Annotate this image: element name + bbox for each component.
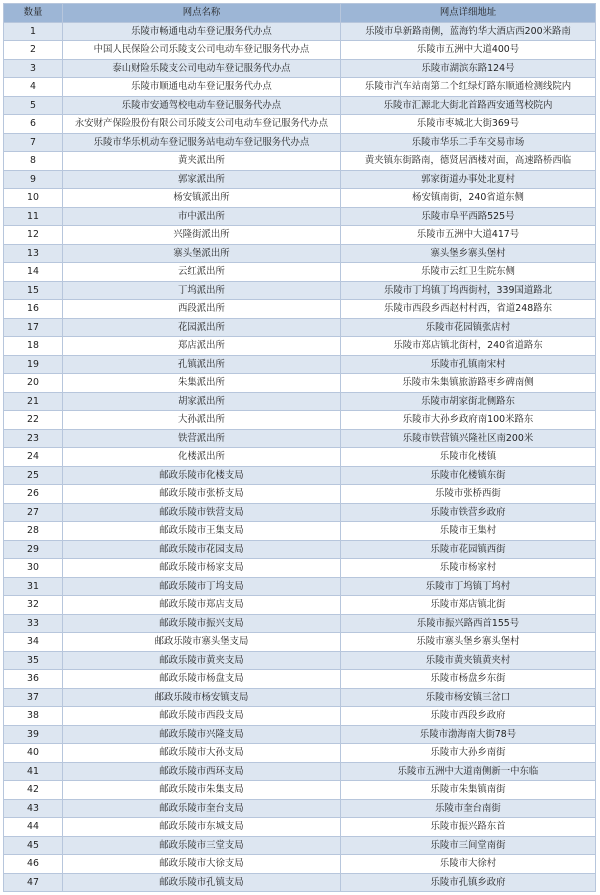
table-row [4, 22, 596, 41]
table-row [4, 651, 596, 670]
outlet-address: 乐陵市黄夹镇黄夹村 [341, 651, 596, 670]
outlet-address: 乐陵市大徐村 [341, 855, 596, 874]
outlet-name: 乐陵市畅通电动车登记服务代办点 [63, 22, 341, 41]
row-number: 33 [4, 614, 63, 633]
row-number: 8 [4, 152, 63, 171]
table-row [4, 41, 596, 60]
outlet-address: 乐陵市三间堂南街 [341, 836, 596, 855]
table-row [4, 59, 596, 78]
row-number: 6 [4, 115, 63, 134]
row-number: 25 [4, 466, 63, 485]
row-number: 27 [4, 503, 63, 522]
outlet-address: 乐陵市五洲中大道南侧新一中东临 [341, 762, 596, 781]
row-number: 9 [4, 170, 63, 189]
row-number: 35 [4, 651, 63, 670]
row-number: 38 [4, 707, 63, 726]
outlet-name: 邮政乐陵市西环支局 [63, 762, 341, 781]
table-row [4, 744, 596, 763]
outlet-name: 邮政乐陵市王集支局 [63, 522, 341, 541]
table-row [4, 429, 596, 448]
outlet-name: 邮政乐陵市杨家支局 [63, 559, 341, 578]
table-row [4, 670, 596, 689]
row-number: 46 [4, 855, 63, 874]
outlet-address: 乐陵市五洲中大道417号 [341, 226, 596, 245]
outlet-name: 邮政乐陵市西段支局 [63, 707, 341, 726]
row-number: 18 [4, 337, 63, 356]
table-row [4, 614, 596, 633]
row-number: 7 [4, 133, 63, 152]
outlet-name: 邮政乐陵市花园支局 [63, 540, 341, 559]
outlet-name: 杨安镇派出所 [63, 189, 341, 208]
row-number: 16 [4, 300, 63, 319]
table-row [4, 281, 596, 300]
outlet-address: 乐陵市渤海南大街78号 [341, 725, 596, 744]
table-row [4, 244, 596, 263]
outlet-name: 邮政乐陵市奎台支局 [63, 799, 341, 818]
outlet-address: 乐陵市花园镇张店村 [341, 318, 596, 337]
outlet-address: 乐陵市花园镇西街 [341, 540, 596, 559]
row-number: 13 [4, 244, 63, 263]
header-count: 数量 [4, 4, 63, 23]
outlet-name: 邮政乐陵市杨盘支局 [63, 670, 341, 689]
header-row [4, 4, 596, 23]
header-outlet-address: 网点详细地址 [341, 4, 596, 23]
outlet-address: 乐陵市孔镇乡政府 [341, 873, 596, 892]
table-row [4, 559, 596, 578]
row-number: 36 [4, 670, 63, 689]
outlet-name: 大孙派出所 [63, 411, 341, 430]
outlet-address: 郭家街道办事处北夏村 [341, 170, 596, 189]
row-number: 21 [4, 392, 63, 411]
table-row [4, 540, 596, 559]
table-row [4, 818, 596, 837]
row-number: 47 [4, 873, 63, 892]
row-number: 24 [4, 448, 63, 467]
outlet-address: 乐陵市朱集镇旅游路枣乡碑南侧 [341, 374, 596, 393]
outlet-name: 乐陵市顺通电动车登记服务代办点 [63, 78, 341, 97]
outlet-address: 乐陵市朱集镇南街 [341, 781, 596, 800]
outlet-name: 郭家派出所 [63, 170, 341, 189]
outlet-name: 邮政乐陵市丁坞支局 [63, 577, 341, 596]
outlet-address: 乐陵市汇源北大街北首路西安通驾校院内 [341, 96, 596, 115]
outlet-address: 乐陵市西段乡政府 [341, 707, 596, 726]
outlet-address: 乐陵市杨家村 [341, 559, 596, 578]
outlet-address: 乐陵市杨盘乡东街 [341, 670, 596, 689]
outlet-address: 乐陵市西段乡西赵村村西，省道248路东 [341, 300, 596, 319]
table-row [4, 762, 596, 781]
row-number: 19 [4, 355, 63, 374]
outlet-name: 丁坞派出所 [63, 281, 341, 300]
row-number: 29 [4, 540, 63, 559]
outlet-address: 乐陵市大孙乡政府南100米路东 [341, 411, 596, 430]
table-row [4, 411, 596, 430]
table-row [4, 855, 596, 874]
row-number: 26 [4, 485, 63, 504]
row-number: 32 [4, 596, 63, 615]
row-number: 3 [4, 59, 63, 78]
outlet-address: 杨安镇南街，240省道东侧 [341, 189, 596, 208]
outlet-name: 黄夹派出所 [63, 152, 341, 171]
outlet-name: 邮政乐陵市大孙支局 [63, 744, 341, 763]
outlet-address: 寨头堡乡寨头堡村 [341, 244, 596, 263]
row-number: 20 [4, 374, 63, 393]
row-number: 37 [4, 688, 63, 707]
outlet-name: 邮政乐陵市黄夹支局 [63, 651, 341, 670]
outlet-name: 永安财产保险股份有限公司乐陵支公司电动车登记服务代办点 [63, 115, 341, 134]
outlet-name: 邮政乐陵市化楼支局 [63, 466, 341, 485]
outlet-address: 乐陵市杨安镇三岔口 [341, 688, 596, 707]
row-number: 2 [4, 41, 63, 60]
header-outlet-name: 网点名称 [63, 4, 341, 23]
row-number: 45 [4, 836, 63, 855]
outlet-name: 兴隆街派出所 [63, 226, 341, 245]
outlet-address: 乐陵市郑店镇北街村，240省道路东 [341, 337, 596, 356]
table-row [4, 226, 596, 245]
table-row [4, 522, 596, 541]
outlet-name: 乐陵市华乐机动车登记服务站电动车登记服务代办点 [63, 133, 341, 152]
outlet-name: 邮政乐陵市振兴支局 [63, 614, 341, 633]
outlet-name: 邮政乐陵市兴隆支局 [63, 725, 341, 744]
outlet-name: 邮政乐陵市孔镇支局 [63, 873, 341, 892]
outlet-name: 邮政乐陵市铁营支局 [63, 503, 341, 522]
table-row [4, 355, 596, 374]
row-number: 12 [4, 226, 63, 245]
outlet-name: 邮政乐陵市朱集支局 [63, 781, 341, 800]
row-number: 4 [4, 78, 63, 97]
row-number: 42 [4, 781, 63, 800]
outlet-name: 寨头堡派出所 [63, 244, 341, 263]
table-row [4, 263, 596, 282]
outlet-address: 乐陵市阜平西路525号 [341, 207, 596, 226]
table-row [4, 152, 596, 171]
row-number: 17 [4, 318, 63, 337]
outlet-name: 胡家派出所 [63, 392, 341, 411]
outlet-name: 泰山财险乐陵支公司电动车登记服务代办点 [63, 59, 341, 78]
outlet-name: 邮政乐陵市三堂支局 [63, 836, 341, 855]
outlet-address: 乐陵市枣城北大街369号 [341, 115, 596, 134]
row-number: 15 [4, 281, 63, 300]
outlet-address: 乐陵市五洲中大道400号 [341, 41, 596, 60]
row-number: 10 [4, 189, 63, 208]
row-number: 22 [4, 411, 63, 430]
outlet-name: 乐陵市安通驾校电动车登记服务代办点 [63, 96, 341, 115]
table-row [4, 725, 596, 744]
table-row [4, 799, 596, 818]
table-row [4, 707, 596, 726]
table-row [4, 96, 596, 115]
outlet-address: 乐陵市化楼镇东街 [341, 466, 596, 485]
outlet-name: 邮政乐陵市寨头堡支局 [63, 633, 341, 652]
outlet-address: 乐陵市振兴路西首155号 [341, 614, 596, 633]
outlet-address: 乐陵市张桥西街 [341, 485, 596, 504]
outlet-name: 郑店派出所 [63, 337, 341, 356]
table-row [4, 78, 596, 97]
outlet-name: 花园派出所 [63, 318, 341, 337]
table-row [4, 374, 596, 393]
table-row [4, 781, 596, 800]
outlet-address: 乐陵市丁坞镇丁坞村 [341, 577, 596, 596]
outlet-name: 邮政乐陵市东城支局 [63, 818, 341, 837]
table-row [4, 392, 596, 411]
row-number: 11 [4, 207, 63, 226]
outlet-name: 中国人民保险公司乐陵支公司电动车登记服务代办点 [63, 41, 341, 60]
row-number: 1 [4, 22, 63, 41]
outlet-name: 西段派出所 [63, 300, 341, 319]
outlet-address: 乐陵市铁营镇兴隆社区南200米 [341, 429, 596, 448]
row-number: 39 [4, 725, 63, 744]
table-body [4, 22, 596, 892]
outlet-address: 乐陵市王集村 [341, 522, 596, 541]
row-number: 34 [4, 633, 63, 652]
table-row [4, 503, 596, 522]
row-number: 14 [4, 263, 63, 282]
table-row [4, 170, 596, 189]
table-row [4, 577, 596, 596]
outlet-address: 乐陵市华乐二手车交易市场 [341, 133, 596, 152]
outlet-name: 邮政乐陵市杨安镇支局 [63, 688, 341, 707]
table-row [4, 300, 596, 319]
outlet-address: 乐陵市郑店镇北街 [341, 596, 596, 615]
table-row [4, 688, 596, 707]
outlet-address: 乐陵市丁坞镇丁坞西街村，339国道路北 [341, 281, 596, 300]
outlet-address: 乐陵市云红卫生院东侧 [341, 263, 596, 282]
table-row [4, 207, 596, 226]
row-number: 30 [4, 559, 63, 578]
outlet-name: 云红派出所 [63, 263, 341, 282]
table-row [4, 337, 596, 356]
outlet-address: 乐陵市奎台南街 [341, 799, 596, 818]
table-row [4, 466, 596, 485]
table-row [4, 448, 596, 467]
outlet-address: 乐陵市化楼镇 [341, 448, 596, 467]
outlet-name: 化楼派出所 [63, 448, 341, 467]
outlet-address: 乐陵市阜新路南侧，蓝海钓华大酒店西200米路南 [341, 22, 596, 41]
outlet-address: 黄夹镇东街路南，德贤居酒楼对面，高速路桥西临 [341, 152, 596, 171]
outlet-name: 邮政乐陵市张桥支局 [63, 485, 341, 504]
outlet-name: 孔镇派出所 [63, 355, 341, 374]
table-row [4, 189, 596, 208]
row-number: 5 [4, 96, 63, 115]
table-row [4, 633, 596, 652]
table-row [4, 318, 596, 337]
row-number: 43 [4, 799, 63, 818]
outlet-name: 市中派出所 [63, 207, 341, 226]
outlet-name: 邮政乐陵市大徐支局 [63, 855, 341, 874]
outlet-address: 乐陵市孔镇南宋村 [341, 355, 596, 374]
row-number: 40 [4, 744, 63, 763]
table-row [4, 596, 596, 615]
outlet-address: 乐陵市大孙乡南街 [341, 744, 596, 763]
outlet-address: 乐陵市振兴路东首 [341, 818, 596, 837]
table-row [4, 836, 596, 855]
outlet-name: 朱集派出所 [63, 374, 341, 393]
outlet-name: 邮政乐陵市郑店支局 [63, 596, 341, 615]
outlet-address: 乐陵市汽车站南第二个红绿灯路东顺通检测线院内 [341, 78, 596, 97]
outlet-address: 乐陵市铁营乡政府 [341, 503, 596, 522]
table-row [4, 115, 596, 134]
row-number: 31 [4, 577, 63, 596]
outlet-address: 乐陵市湖滨东路124号 [341, 59, 596, 78]
outlet-address: 乐陵市胡家街北侧路东 [341, 392, 596, 411]
row-number: 41 [4, 762, 63, 781]
table-row [4, 873, 596, 892]
row-number: 23 [4, 429, 63, 448]
outlet-name: 铁营派出所 [63, 429, 341, 448]
outlet-address: 乐陵市寨头堡乡寨头堡村 [341, 633, 596, 652]
table-row [4, 485, 596, 504]
row-number: 28 [4, 522, 63, 541]
outlet-table [3, 3, 596, 892]
table-row [4, 133, 596, 152]
row-number: 44 [4, 818, 63, 837]
